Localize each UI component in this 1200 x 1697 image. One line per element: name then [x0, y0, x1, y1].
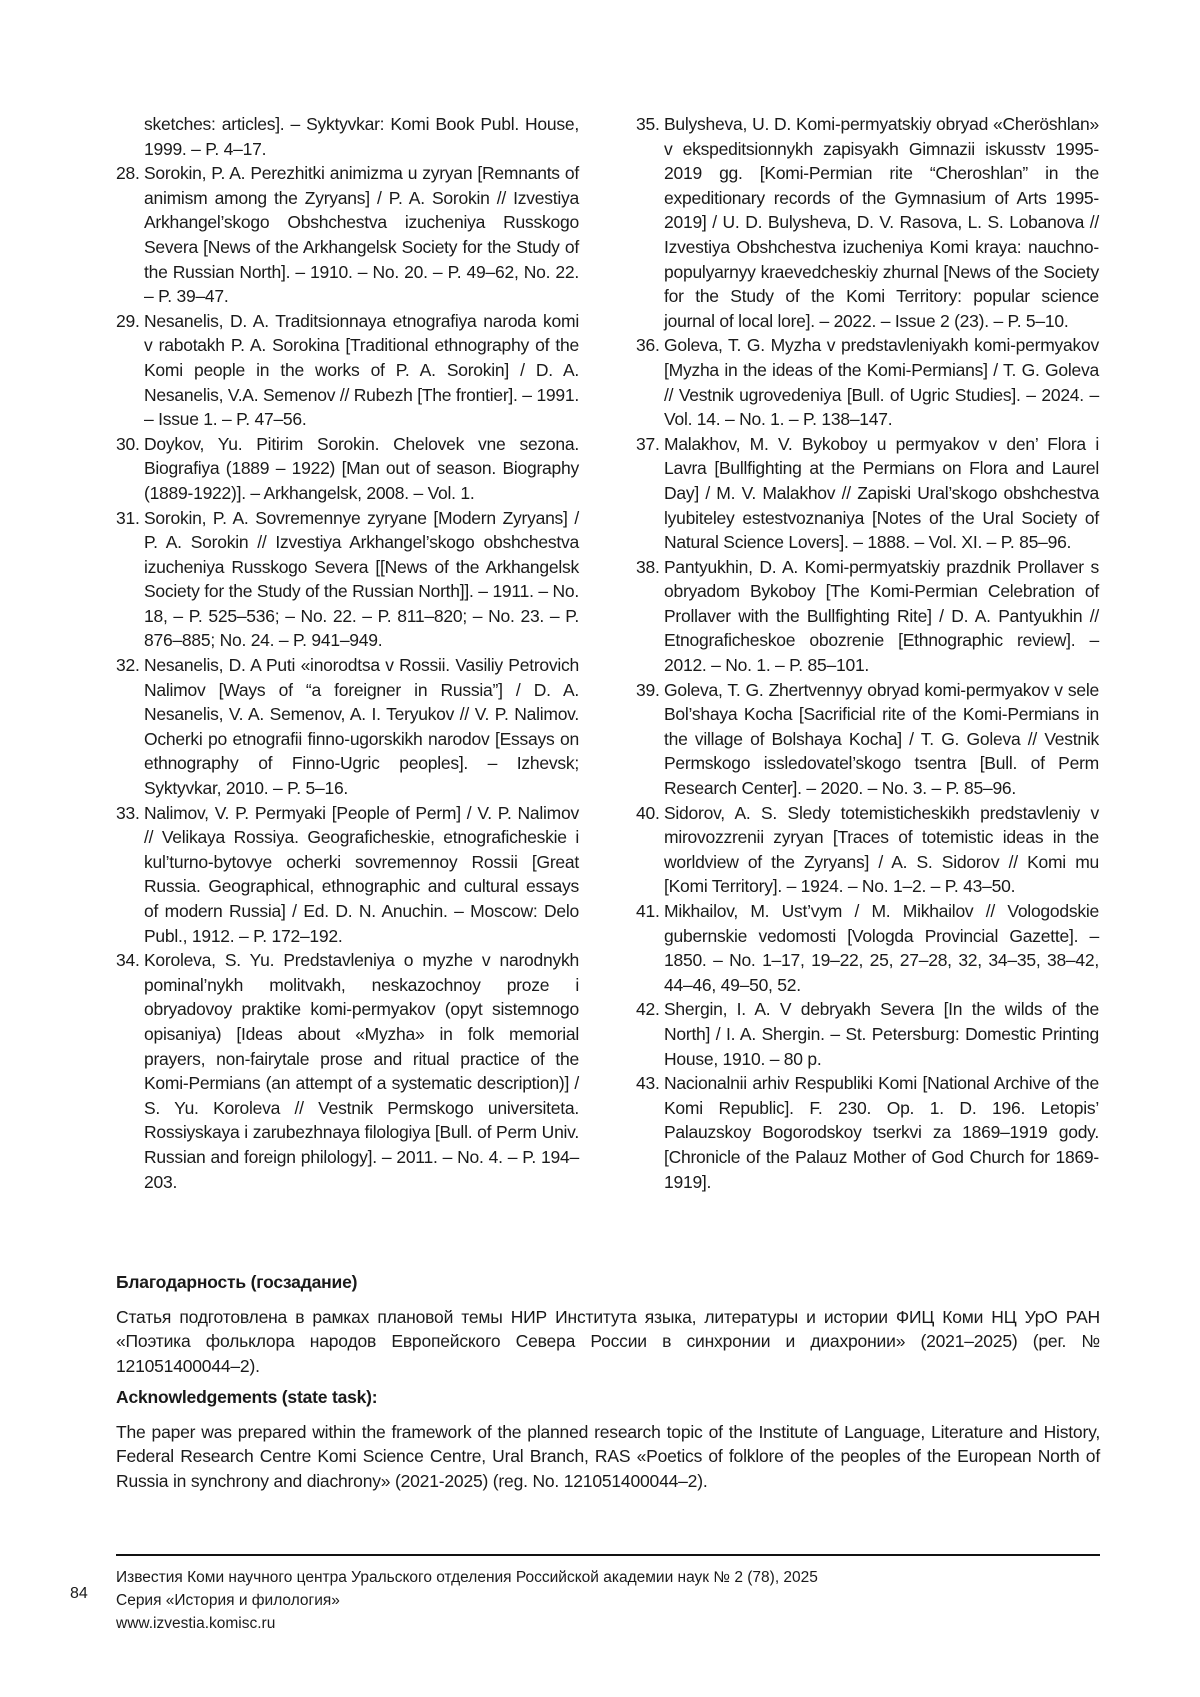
reference-text: Mikhailov, M. Ust’vym / M. Mikhailov // Vologodskie gubernskie vedomosti [Vologda Provincial Gazette]. – 1850. – No. 1–17, 19–22, 25, 27–28, 32, 34–35, 38–42, 44–46, 49–50, 52. — [664, 901, 1099, 995]
reference-text: Nesanelis, D. A. Traditsionnaya etnografiya naroda komi v rabotakh P. A. Sorokina [Traditional ethnography of the Komi people in the works of P. A. Sorokin] / D. A. Nesanelis, V.A. Semenov // Rubezh [The frontier]. – 1991. – Issue 1. – P. 47–56. — [144, 310, 579, 430]
reference-number: 37. — [636, 433, 660, 454]
references-right-column — [636, 112, 1099, 1194]
reference-item — [636, 333, 1099, 431]
reference-number: 28. — [116, 163, 140, 184]
footer-website[interactable]: www.izvestia.komisc.ru — [116, 1615, 276, 1632]
reference-item — [116, 112, 579, 161]
reference-number: 32. — [116, 655, 140, 676]
reference-item — [116, 309, 579, 432]
footer-divider — [116, 1554, 1100, 1556]
reference-list-left — [116, 112, 579, 1194]
reference-item — [116, 653, 579, 801]
reference-number: 31. — [116, 507, 140, 528]
reference-number: 38. — [636, 556, 660, 577]
reference-item — [116, 506, 579, 654]
reference-text: Shergin, I. A. V debryakh Severa [In the wilds of the North] / I. A. Shergin. – St. Petersburg: Domestic Printing House, 1910. – 80 p. — [664, 999, 1099, 1069]
reference-item — [636, 1071, 1099, 1194]
footer-series: Серия «История и филология» — [116, 1592, 340, 1609]
reference-item — [636, 112, 1099, 333]
acknowledgement-ru — [116, 1270, 1100, 1378]
reference-item — [116, 801, 579, 949]
footer-journal: Известия Коми научного центра Уральского отделения Российской академии наук № 2 (78), 2025 — [116, 1569, 818, 1586]
reference-text: Nacionalnii arhiv Respubliki Komi [National Archive of the Komi Republic]. F. 230. Op. 1. D. 196. Letopis’ Palauzskoy Bogorodskoy tserkvi za 1869–1919 gody. [Chronicle of the Palauz Mother of God Church for 1869-1919]. — [664, 1073, 1099, 1192]
reference-number: 34. — [116, 950, 140, 971]
page-number: 84 — [70, 1585, 88, 1602]
reference-number: 33. — [116, 802, 140, 823]
reference-number: 36. — [636, 335, 660, 356]
reference-item — [636, 801, 1099, 899]
footer — [116, 1566, 818, 1635]
reference-number: 39. — [636, 679, 660, 700]
reference-text: sketches: articles]. – Syktyvkar: Komi Book Publ. House, 1999. – P. 4–17. — [144, 114, 579, 159]
reference-number: 41. — [636, 901, 660, 921]
reference-number: 30. — [116, 433, 140, 454]
reference-text: Bulysheva, U. D. Komi-permyatskiy obryad «Cheröshlan» v ekspeditsionnykh zapisyakh Gimnazii iskusstv 1995-2019 gg. [Komi-Permian rite “Cheroshlan” in the expeditionary records of the Gymnasium of Arts 1995-2019] / U. D. Bulysheva, D. V. Rasova, L. S. Lobanova // Izvestiya Obshchestva izucheniya Komi kraya: nauchno-populyarnyy kraevedcheskiy zhurnal [News of the Society for the Study of the Komi Territory: popular science journal of local lore]. – 2022. – Issue 2 (23). – P. 5–10. — [664, 114, 1099, 331]
reference-text: Nalimov, V. P. Permyaki [People of Perm] / V. P. Nalimov // Velikaya Rossiya. Geograficheskie, etnograficheskie i kul’turno-bytovye ocherki sovremennoy Rossii [Great Russia. Geographical, ethnographic and cultural essays of modern Russia] / Ed. D. N. Anuchin. – Moscow: Delo Publ., 1912. – P. 172–192. — [144, 802, 579, 946]
acknowledgement-ru-heading: Благодарность (госзадание) — [116, 1272, 358, 1292]
reference-text: Goleva, T. G. Myzha v predstavleniyakh komi-permyakov [Myzha in the ideas of the Komi-Permians] / T. G. Goleva // Vestnik ugrovedeniya [Bull. of Ugric Studies]. – 2024. – Vol. 14. – No. 1. – P. 138–147. — [664, 335, 1099, 430]
reference-text: Doykov, Yu. Pitirim Sorokin. Chelovek vne sezona. Biografiya (1889 – 1922) [Man out of season. Biography (1889-1922)]. – Arkhangelsk, 2008. – Vol. 1. — [144, 433, 579, 503]
acknowledgement-en-heading: Acknowledgements (state task): — [116, 1387, 378, 1407]
reference-text: Nesanelis, D. A Puti «inorodtsa v Rossii. Vasiliy Petrovich Nalimov [Ways of “a foreigner in Russia”] / D. A. Nesanelis, V. A. Semenov, A. I. Teryukov // V. P. Nalimov. Ocherki po etnografii finno-ugorskikh narodov [Essays on ethnography of Finno-Ugric peoples]. – Izhevsk; Syktyvkar, 2010. – P. 5–16. — [144, 655, 579, 799]
acknowledgement-en — [116, 1385, 1100, 1493]
reference-number: 42. — [636, 999, 660, 1020]
reference-item — [636, 997, 1099, 1071]
reference-number: 40. — [636, 802, 660, 823]
reference-text: Koroleva, S. Yu. Predstavleniya o myzhe v narodnykh pominal’nykh molitvakh, neskazochnoy proze i obryadovoy praktike komi-permyakov (opyt sistemnogo opisaniya) [Ideas about «Myzha» in folk memorial prayers, non-fairytale prose and ritual practice of the Komi-Permians (an attempt of a systematic description)] / S. Yu. Koroleva // Vestnik Permskogo universiteta. Rossiyskaya i zarubezhnaya filologiya [Bull. of Perm Univ. Russian and foreign philology]. – 2011. – No. 4. – P. 194–203. — [144, 950, 579, 1192]
reference-text: Sorokin, P. A. Perezhitki animizma u zyryan [Remnants of animism among the Zyryans] / P. A. Sorokin // Izvestiya Arkhangel’skogo Obshchestva izucheniya Russkogo Severa [News of the Arkhangelsk Society for the Study of the Russian North]. – 1910. – No. 20. – P. 49–62, No. 22. – P. 39–47. — [144, 163, 579, 307]
reference-item — [116, 948, 579, 1194]
reference-text: Sidorov, A. S. Sledy totemisticheskikh predstavleniy v mirovozzrenii zyryan [Traces of totemistic ideas in the worldview of the Zyryans] / A. S. Sidorov // Komi mu [Komi Territory]. – 1924. – No. 1–2. – P. 43–50. — [664, 802, 1099, 897]
reference-text: Goleva, T. G. Zhertvennyy obryad komi-permyakov v sele Bol’shaya Kocha [Sacrificial rite of the Komi-Permians in the village of Bolshaya Kocha] / T. G. Goleva // Vestnik Permskogo issledovatel’skogo tsentra [Bull. of Perm Research Center]. – 2020. – No. 3. – P. 85–96. — [664, 679, 1099, 799]
reference-number: 35. — [636, 114, 660, 134]
reference-number: 29. — [116, 310, 140, 331]
reference-item — [636, 555, 1099, 678]
reference-item — [636, 678, 1099, 801]
references-left-column — [116, 112, 579, 1194]
acknowledgement-ru-text: Статья подготовлена в рамках плановой темы НИР Института языка, литературы и истории ФИЦ Коми НЦ УрО РАН «Поэтика фольклора народов Европейского Севера России в синхронии и диахронии» (2021–2025) (рег. № 121051400044–2). — [116, 1306, 1100, 1376]
reference-item — [116, 432, 579, 506]
reference-text: Sorokin, P. A. Sovremennye zyryane [Modern Zyryans] / P. A. Sorokin // Izvestiya Arkhangel’skogo obshchestva izucheniya Russkogo Severa [[News of the Arkhangelsk Society for the Study of the Russian North]]. – 1911. – No. 18, – P. 525–536; – No. 22. – P. 811–820; – No. 23. – P. 876–885; No. 24. – P. 941–949. — [144, 507, 579, 651]
reference-list-right — [636, 112, 1099, 1194]
acknowledgement-en-text: The paper was prepared within the framework of the planned research topic of the Institute of Language, Literature and History, Federal Research Centre Komi Science Centre, Ural Branch, RAS «Poetics of folklore of the peoples of the European North of Russia in synchrony and diachrony» (2021-2025) (reg. No. 121051400044–2). — [116, 1421, 1100, 1491]
reference-number: 43. — [636, 1073, 660, 1094]
reference-item — [636, 899, 1099, 997]
reference-item — [636, 432, 1099, 555]
reference-text: Malakhov, M. V. Bykoboy u permyakov v den’ Flora i Lavra [Bullfighting at the Permians on Flora and Laurel Day] / M. V. Malakhov // Zapiski Ural’skogo obshchestva lyubiteley estestvoznaniya [Notes of the Ural Society of Natural Science Lovers]. – 1888. – Vol. XI. – P. 85–96. — [664, 433, 1099, 553]
reference-text: Pantyukhin, D. A. Komi-permyatskiy prazdnik Prollaver s obryadom Bykoboy [The Komi-Permian Celebration of Prollaver with the Bullfighting Rite] / D. A. Pantyukhin // Etnograficheskoe obozrenie [Ethnographic review]. – 2012. – No. 1. – P. 85–101. — [664, 556, 1099, 676]
reference-item — [116, 161, 579, 309]
